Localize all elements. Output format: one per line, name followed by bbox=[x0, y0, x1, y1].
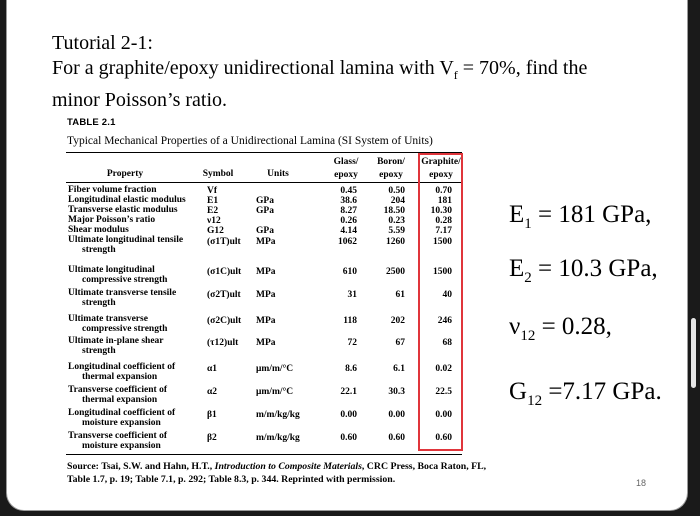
equation-e2: $E_2 = 10.3$ GPa, bbox=[509, 255, 658, 286]
table-row-property: Transverse coefficient of moisture expansion bbox=[68, 431, 168, 451]
equation-nu12: $\nu_{12} = 0.28$, bbox=[509, 313, 612, 344]
scrollbar[interactable] bbox=[691, 318, 696, 388]
table-row-symbol: (σ1T)ult bbox=[207, 237, 241, 247]
table-cell-boron: 5.59 bbox=[388, 226, 405, 236]
table-cell-glass: 8.27 bbox=[340, 206, 357, 216]
table-cell-boron: 204 bbox=[390, 196, 405, 206]
table-cell-graphite: 0.70 bbox=[435, 186, 452, 196]
table-cell-graphite: 0.00 bbox=[435, 410, 452, 420]
table-header-rule bbox=[66, 182, 462, 183]
table-row-symbol: E2 bbox=[207, 206, 219, 216]
table-cell-boron: 67 bbox=[395, 338, 405, 348]
table-cell-glass: 4.14 bbox=[340, 226, 357, 236]
table-row-symbol: α1 bbox=[207, 364, 218, 374]
table-cell-graphite: 22.5 bbox=[435, 387, 452, 397]
table-cell-graphite: 0.02 bbox=[435, 364, 452, 374]
table-cell-glass: 31 bbox=[347, 290, 357, 300]
table-row-units: μm/m/°C bbox=[256, 364, 294, 374]
table-top-rule bbox=[66, 152, 462, 153]
heading-line-2: For a graphite/epoxy unidirectional lamina with $V_f = 70\%$, find the bbox=[52, 57, 588, 82]
table-cell-glass: 118 bbox=[343, 316, 357, 326]
table-row-property: Longitudinal coefficient of thermal expansion bbox=[68, 362, 176, 382]
table-row-property: Fiber volume fraction bbox=[68, 185, 157, 195]
table-cell-graphite: 1500 bbox=[433, 267, 452, 277]
table-row-units: GPa bbox=[256, 206, 274, 216]
table-row-symbol: β2 bbox=[207, 433, 217, 443]
table-row-symbol: α2 bbox=[207, 387, 218, 397]
table-cell-glass: 0.26 bbox=[340, 216, 357, 226]
header-property: Property bbox=[106, 169, 144, 179]
table-row-units: GPa bbox=[256, 226, 274, 236]
table-row-units: MPa bbox=[256, 290, 276, 300]
header-graphite: Graphite/ epoxy bbox=[421, 157, 461, 180]
table-row-symbol: Vf bbox=[207, 186, 218, 196]
table-row-units: GPa bbox=[256, 196, 274, 206]
table-row-symbol: G12 bbox=[207, 226, 224, 236]
table-cell-glass: 610 bbox=[342, 267, 357, 277]
header-boron: Boron/ epoxy bbox=[377, 157, 405, 180]
table-cell-graphite: 40 bbox=[442, 290, 452, 300]
equation-e1: $E_1 = 181$ GPa, bbox=[509, 201, 652, 232]
table-row-symbol: (σ2T)ult bbox=[207, 290, 241, 300]
table-row-symbol: (τ12)ult bbox=[207, 338, 239, 348]
table-row-symbol: (σ1C)ult bbox=[207, 267, 242, 277]
table-row-units: MPa bbox=[256, 267, 276, 277]
table-cell-boron: 0.00 bbox=[388, 410, 405, 420]
table-cell-graphite: 68 bbox=[442, 338, 452, 348]
table-cell-glass: 8.6 bbox=[345, 364, 357, 374]
page-number: 18 bbox=[636, 478, 647, 488]
table-cell-boron: 6.1 bbox=[393, 364, 405, 374]
table-cell-graphite: 246 bbox=[437, 316, 452, 326]
table-cell-glass: 38.6 bbox=[340, 196, 357, 206]
heading-line-1: Tutorial 2-1: bbox=[52, 32, 153, 54]
table-row-property: Ultimate transverse compressive strength bbox=[68, 314, 168, 334]
table-cell-glass: 22.1 bbox=[340, 387, 357, 397]
heading-line-3: minor Poisson’s ratio. bbox=[52, 89, 228, 111]
table-row-symbol: E1 bbox=[207, 196, 219, 206]
table-row-units: MPa bbox=[256, 338, 276, 348]
table-row-property: Longitudinal elastic modulus bbox=[68, 195, 186, 205]
table-caption: Typical Mechanical Properties of a Unidirectional Lamina (SI System of Units) bbox=[67, 135, 433, 147]
table-source-note: Source: Tsai, S.W. and Hahn, H.T., Introduction to Composite Materials, CRC Press, Boca Raton, FL, Table 1.7, p. 19; Table 7.1, p. 292; Table 8.3, p. 344. Reprinted with permission. bbox=[67, 461, 487, 485]
slide-heading bbox=[52, 31, 587, 113]
table-cell-boron: 0.60 bbox=[388, 433, 405, 443]
header-glass: Glass/ epoxy bbox=[333, 157, 359, 180]
table-cell-glass: 0.00 bbox=[340, 410, 357, 420]
table-row-symbol: β1 bbox=[207, 410, 217, 420]
table-row-property: Shear modulus bbox=[68, 225, 129, 235]
equation-g12: $G_{12} =7.17$ GPa. bbox=[509, 378, 662, 409]
table-bottom-rule bbox=[66, 454, 462, 455]
table-row-property: Transverse coefficient of thermal expansion bbox=[68, 385, 168, 405]
table-row-units: MPa bbox=[256, 237, 276, 247]
table-row-property: Major Poisson’s ratio bbox=[68, 215, 156, 225]
table-cell-boron: 1260 bbox=[386, 237, 405, 247]
header-symbol: Symbol bbox=[202, 169, 234, 179]
table-cell-boron: 30.3 bbox=[388, 387, 405, 397]
table-cell-graphite: 7.17 bbox=[435, 226, 452, 236]
table-row-units: μm/m/°C bbox=[256, 387, 294, 397]
table-row-symbol: (σ2C)ult bbox=[207, 316, 242, 326]
table-row-property: Ultimate longitudinal tensile strength bbox=[68, 235, 184, 255]
table-cell-boron: 2500 bbox=[386, 267, 405, 277]
table-cell-boron: 202 bbox=[390, 316, 405, 326]
table-cell-graphite: 10.30 bbox=[430, 206, 452, 216]
table-cell-graphite: 181 bbox=[437, 196, 452, 206]
table-row-units: m/m/kg/kg bbox=[256, 410, 300, 420]
table-row-symbol: ν12 bbox=[207, 216, 221, 226]
table-cell-glass: 0.45 bbox=[340, 186, 357, 196]
table-row-units: m/m/kg/kg bbox=[256, 433, 300, 443]
table-cell-glass: 72 bbox=[347, 338, 357, 348]
table-cell-graphite: 1500 bbox=[433, 237, 452, 247]
table-row-property: Transverse elastic modulus bbox=[68, 205, 178, 215]
table-row-property: Longitudinal coefficient of moisture expansion bbox=[68, 408, 176, 428]
table-cell-boron: 18.50 bbox=[383, 206, 405, 216]
table-row-property: Ultimate transverse tensile strength bbox=[68, 288, 177, 308]
table-row-property: Ultimate longitudinal compressive strength bbox=[68, 265, 168, 285]
table-cell-graphite: 0.60 bbox=[435, 433, 452, 443]
header-units: Units bbox=[267, 169, 289, 179]
table-row-property: Ultimate in-plane shear strength bbox=[68, 336, 164, 356]
table-label: TABLE 2.1 bbox=[67, 117, 116, 128]
table-cell-glass: 0.60 bbox=[340, 433, 357, 443]
table-cell-glass: 1062 bbox=[338, 237, 357, 247]
table-cell-boron: 61 bbox=[395, 290, 405, 300]
table-cell-boron: 0.23 bbox=[388, 216, 405, 226]
table-cell-boron: 0.50 bbox=[388, 186, 405, 196]
table-row-units: MPa bbox=[256, 316, 276, 326]
table-cell-graphite: 0.28 bbox=[435, 216, 452, 226]
